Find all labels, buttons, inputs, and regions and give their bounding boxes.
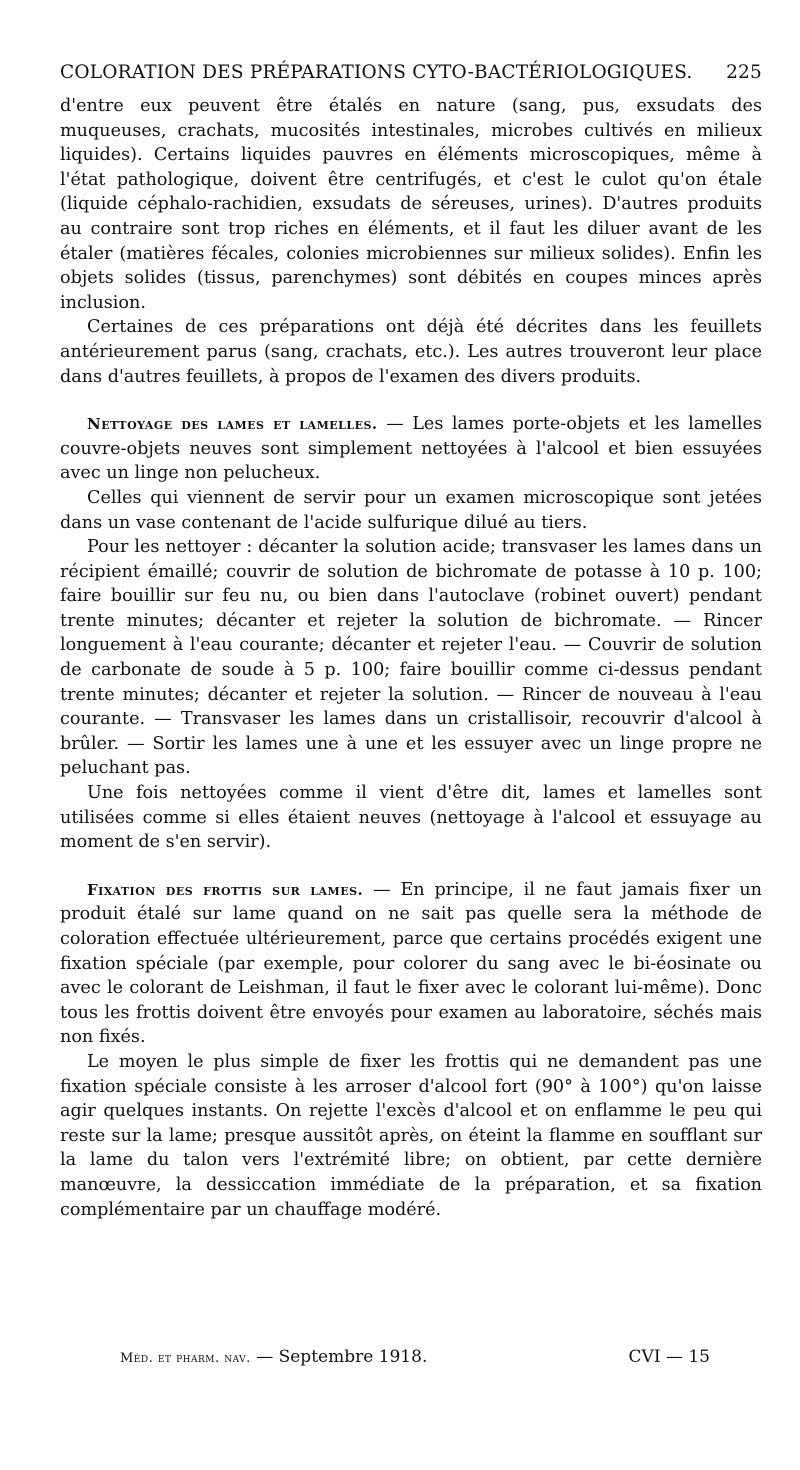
paragraph-cleaning-2: Celles qui viennent de servir pour un examen microscopique sont jetées dans un vase contenant de l'acide sulfurique dilué au tiers. xyxy=(60,487,762,533)
footer-journal: Méd. et pharm. nav. xyxy=(120,1351,251,1366)
paragraph-cleaning-4: Une fois nettoyées comme il vient d'être dit, lames et lamelles sont utilisées comme si elles étaient neuves (nettoyage à l'alcool et essuyage au moment de s'en servir). xyxy=(60,783,762,853)
footer-signature: CVI — 15 xyxy=(628,1347,710,1367)
footer-source xyxy=(120,1347,427,1367)
section-fixation-text: — En principe, il ne faut jamais fixer un produit étalé sur lame quand on ne sait pas quelle sera la méthode de coloration effectuée ultérieurement, parce que certains procédés exigent une fixation spéciale (par exemple, pour colorer du sang avec le bi-éosinate ou avec le colorant de Leishman, il faut le fixer avec le colorant lui-même). Donc tous les frottis doivent être envoyés pour examen au laboratoire, séchés mais non fixés. xyxy=(60,879,763,1048)
section-fixation-heading: Fixation des frottis sur lames. xyxy=(87,880,364,899)
section-fixation-paragraph xyxy=(60,878,762,1050)
paragraph-2: Certaines de ces préparations ont déjà été décrites dans les feuillets antérieurement parus (sang, crachats, etc.). Les autres trouveront leur place dans d'autres feuillets, à propos de l'examen des divers produits. xyxy=(60,317,762,387)
section-cleaning-paragraph xyxy=(60,412,762,486)
paragraph-fixation-2: Le moyen le plus simple de fixer les frottis qui ne demandent pas une fixation spéciale consiste à les arroser d'alcool fort (90° à 100°) qu'on laisse agir quelques instants. On rejette l'excès d'alcool et on enflamme le peu qui reste sur la lame; presque aussitôt après, on éteint la flamme en soufflant sur la lame du talon vers l'extrémité libre; on obtient, par cette dernière manœuvre, la dessiccation immédiate de la préparation, et sa fixation complémentaire par un chauffage modéré. xyxy=(60,1051,762,1220)
section-cleaning-text: — Les lames porte-objets et les lamelles couvre-objets neuves sont simplement nettoyées à l'alcool et bien essuyées avec un linge non pelucheux. xyxy=(60,414,762,484)
paragraph-cleaning-3: Pour les nettoyer : décanter la solution acide; transvaser les lames dans un récipient émaillé; couvrir de solution de bichromate de potasse à 10 p. 100; faire bouillir sur feu nu, ou bien dans l'autoclave (robinet ouvert) pendant trente minutes; décanter et rejeter la solution de bichromate. — Rincer longuement à l'eau courante; décanter et rejeter l'eau. — Couvrir de solution de carbonate de soude à 5 p. 100; faire bouillir comme ci-dessus pendant trente minutes; décanter et rejeter la solution. — Rincer de nouveau à l'eau courante. — Transvaser les lames dans un cristallisoir, recouvrir d'alcool à brûler. — Sortir les lames une à une et les essuyer avec un linge propre ne peluchant pas. xyxy=(60,537,762,779)
document-page xyxy=(60,58,762,1222)
page-number: 225 xyxy=(726,62,762,83)
running-head xyxy=(60,58,762,88)
page-footer xyxy=(120,1347,710,1367)
running-head-title: COLORATION DES PRÉPARATIONS CYTO-BACTÉRIOLOGIQUES. xyxy=(60,62,693,83)
section-cleaning-heading: Nettoyage des lames et lamelles. xyxy=(87,415,378,434)
footer-date: — Septembre 1918. xyxy=(250,1347,428,1367)
paragraph-1: d'entre eux peuvent être étalés en nature (sang, pus, exsudats des muqueuses, crachats, mucosités intestinales, microbes cultivés en milieux liquides). Certains liquides pauvres en éléments microscopiques, même à l'état pathologique, doivent être centrifugés, et c'est le culot qu'on étale (liquide céphalo-rachidien, exsudats de séreuses, urines). D'autres produits au contraire sont trop riches en éléments, et il faut les diluer avant de les étaler (matières fécales, colonies microbiennes sur milieux solides). Enfin les objets solides (tissus, parenchymes) sont débités en coupes minces après inclusion. xyxy=(60,96,762,313)
body-text xyxy=(60,94,762,1222)
